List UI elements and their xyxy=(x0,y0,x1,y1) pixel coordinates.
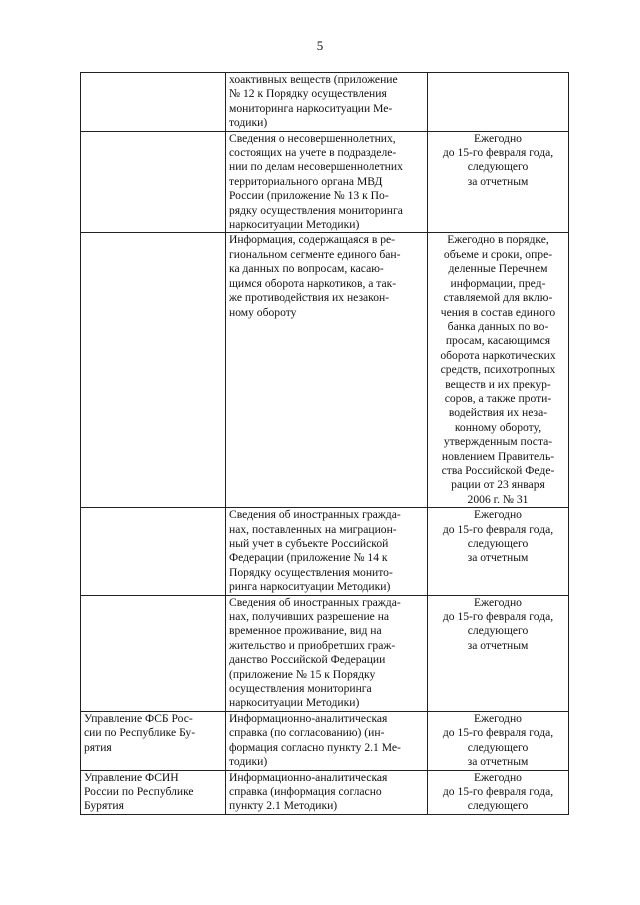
information-cell-line: Информация, содержащаяся в ре- xyxy=(229,233,396,247)
organization-cell xyxy=(81,595,226,711)
deadline-cell-line: Ежегодно xyxy=(474,131,522,145)
deadline-cell-line: за отчетным xyxy=(467,551,529,565)
deadline-cell-line: оборота наркотических xyxy=(440,348,556,362)
organization-cell xyxy=(81,770,226,814)
organization-cell xyxy=(81,711,226,770)
organization-cell xyxy=(81,73,226,132)
deadline-cell xyxy=(428,233,569,508)
information-cell-line: рядку осуществления мониторинга xyxy=(229,203,403,217)
information-cell xyxy=(226,73,428,132)
table-row xyxy=(81,233,569,508)
deadline-cell xyxy=(428,711,569,770)
deadline-cell-line: до 15-го февраля года, xyxy=(442,146,554,160)
information-cell-line: Информационно-аналитическая xyxy=(229,770,388,784)
information-cell-line: нах, поставленных на миграцион- xyxy=(229,522,397,536)
page-number: 5 xyxy=(316,38,324,53)
table-row xyxy=(81,595,569,711)
deadline-cell-line: объеме и сроки, опре- xyxy=(443,247,553,261)
information-cell-line: нии по делам несовершеннолетних xyxy=(229,160,403,174)
deadline-cell-line: веществ и их прекур- xyxy=(445,377,551,391)
deadline-cell-line: за отчетным xyxy=(467,638,529,652)
monitoring-table xyxy=(80,72,569,815)
deadline-cell-line: Ежегодно xyxy=(474,595,522,609)
information-cell-line: осуществления мониторинга xyxy=(229,682,372,696)
deadline-cell xyxy=(428,131,569,233)
information-cell-line: гиональном сегменте единого бан- xyxy=(229,247,401,261)
information-cell-line: тодики) xyxy=(229,755,268,769)
deadline-cell-line: чения в состав единого xyxy=(440,305,556,319)
organization-cell-line: сии по Республике Бу- xyxy=(84,726,196,740)
organization-cell-line: России по Республике xyxy=(84,784,194,798)
information-cell xyxy=(226,711,428,770)
deadline-cell-line: за отчетным xyxy=(467,174,529,188)
information-cell-line: Сведения об иностранных гражда- xyxy=(229,508,401,522)
deadline-cell xyxy=(428,770,569,814)
deadline-cell xyxy=(428,73,569,132)
information-cell-line: хоактивных веществ (приложение xyxy=(229,73,398,86)
deadline-cell-line: следующего xyxy=(467,624,529,638)
deadline-cell-line: следующего xyxy=(467,160,529,174)
table-body xyxy=(81,73,569,815)
information-cell-line: тодики) xyxy=(229,116,268,130)
deadline-cell-line: информации, пред- xyxy=(450,276,546,290)
information-cell-line: Сведения об иностранных гражда- xyxy=(229,595,401,609)
deadline-cell-line: ставляемой для вклю- xyxy=(443,291,553,305)
deadline-cell-line: до 15-го февраля года, xyxy=(442,522,554,536)
information-cell-line: России (приложение № 13 к По- xyxy=(229,189,389,203)
information-cell-line: Федерации (приложение № 14 к xyxy=(229,551,388,565)
deadline-cell-line: Ежегодно xyxy=(474,508,522,522)
information-cell-line: щимся оборота наркотиков, а так- xyxy=(229,276,397,290)
information-cell-line: справка (информация согласно xyxy=(229,784,382,798)
organization-cell-line: Бурятия xyxy=(84,799,124,813)
deadline-cell-line: конному обороту, xyxy=(454,420,542,434)
information-cell xyxy=(226,508,428,595)
deadline-cell-line: средств, психотропных xyxy=(440,363,556,377)
information-cell-line: состоящих на учете в подразделе- xyxy=(229,146,397,160)
deadline-cell-line: ства Российской Феде- xyxy=(441,463,555,477)
deadline-cell-line: 2006 г. № 31 xyxy=(467,492,529,506)
information-cell-line: Порядку осуществления монито- xyxy=(229,565,393,579)
information-cell-line: ный учет в субъекте Российской xyxy=(229,537,389,550)
deadline-cell xyxy=(428,508,569,595)
deadline-cell-line: Ежегодно xyxy=(474,770,522,784)
information-cell-line: (приложение № 15 к Порядку xyxy=(229,667,376,681)
deadline-cell-line: до 15-го февраля года, xyxy=(442,726,554,740)
deadline-cell-line: водействия их неза- xyxy=(448,406,548,420)
table-row xyxy=(81,73,569,132)
information-cell-line: мониторинга наркоситуации Ме- xyxy=(229,101,393,115)
information-cell-line: наркоситуации Методики) xyxy=(229,218,360,232)
deadline-cell-line: соров, а также проти- xyxy=(444,391,552,405)
deadline-cell-line: за отчетным xyxy=(467,755,529,769)
organization-cell-line: Управление ФСИН xyxy=(84,770,179,784)
information-cell-line: данство Российской Федерации xyxy=(229,653,386,667)
deadline-cell-line: до 15-го февраля года, xyxy=(442,610,554,624)
information-cell-line: ринга наркоситуации Методики) xyxy=(229,580,391,594)
deadline-cell-line: до 15-го февраля года, xyxy=(442,784,554,798)
table-row xyxy=(81,711,569,770)
deadline-cell-line: банка данных по во- xyxy=(447,319,549,333)
deadline-cell-line: рации от 23 января xyxy=(451,478,545,492)
information-cell-line: пункту 2.1 Методики) xyxy=(229,799,338,813)
information-cell-line: нах, получивших разрешение на xyxy=(229,610,390,624)
information-cell xyxy=(226,233,428,508)
deadline-cell-line: следующего xyxy=(467,537,529,550)
deadline-cell-line: новлением Правитель- xyxy=(441,449,555,463)
table-row xyxy=(81,131,569,233)
deadline-cell xyxy=(428,595,569,711)
deadline-cell-line: Ежегодно xyxy=(474,711,522,725)
table-row xyxy=(81,770,569,814)
information-cell-line: временное проживание, вид на xyxy=(229,624,382,638)
deadline-cell-line: деленные Перечнем xyxy=(448,262,548,276)
table-row xyxy=(81,508,569,595)
information-cell-line: Информационно-аналитическая xyxy=(229,711,388,725)
information-cell-line: жительство и приобретших граж- xyxy=(229,638,396,652)
organization-cell-line: рятия xyxy=(84,740,112,754)
information-cell-line: Сведения о несовершеннолетних, xyxy=(229,131,396,145)
information-cell-line: ка данных по вопросам, касаю- xyxy=(229,262,384,276)
information-cell-line: же противодействия их незакон- xyxy=(229,291,390,305)
organization-cell-line: Управление ФСБ Рос- xyxy=(84,711,193,725)
deadline-cell-line: следующего xyxy=(467,740,529,754)
deadline-cell-line: Ежегодно в порядке, xyxy=(447,233,549,247)
information-cell-line: наркоситуации Методики) xyxy=(229,696,360,710)
information-cell-line: ному обороту xyxy=(229,305,297,319)
deadline-cell-line: следующего xyxy=(467,799,529,813)
information-cell xyxy=(226,131,428,233)
organization-cell xyxy=(81,508,226,595)
information-cell-line: формация согласно пункту 2.1 Ме- xyxy=(229,740,401,754)
organization-cell xyxy=(81,131,226,233)
information-cell-line: № 12 к Порядку осуществления xyxy=(229,87,387,101)
deadline-cell-line: просам, касающимся xyxy=(445,334,551,348)
information-cell xyxy=(226,770,428,814)
information-cell xyxy=(226,595,428,711)
deadline-cell-line: утвержденным поста- xyxy=(443,435,553,449)
information-cell-line: территориального органа МВД xyxy=(229,174,383,188)
organization-cell xyxy=(81,233,226,508)
information-cell-line: справка (по согласованию) (ин- xyxy=(229,726,385,740)
